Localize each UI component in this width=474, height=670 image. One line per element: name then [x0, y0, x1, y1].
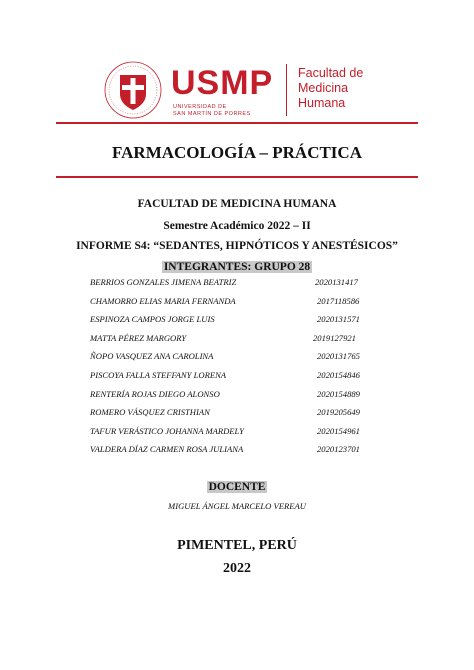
list-item [90, 351, 390, 370]
member-name: CHAMORRO ELIAS MARIA FERNANDA [90, 295, 236, 306]
group-heading [0, 261, 474, 273]
member-name: BERRIOS GONZALES JIMENA BEATRIZ [90, 277, 237, 287]
list-item [90, 277, 390, 296]
semester-line: Semestre Académico 2022 – II [163, 220, 311, 232]
list-item [90, 314, 390, 333]
member-code: 2020154961 [317, 425, 360, 436]
usmp-logo [103, 60, 373, 120]
page-title: FARMACOLOGÍA – PRÁCTICA [112, 143, 362, 162]
bottom-divider [56, 176, 418, 178]
member-code: 2020123701 [317, 444, 360, 455]
member-code: 2017118586 [317, 295, 360, 306]
faculty-logo-line-2: Medicina [298, 81, 349, 95]
member-name: ESPINOZA CAMPOS JORGE LUIS [90, 314, 215, 325]
member-code: 2020131765 [317, 351, 360, 362]
faculty-logo-line-1: Facultad de [298, 66, 364, 80]
member-name: MATTA PÉREZ MARGORY [90, 332, 187, 343]
member-code: 2020154889 [317, 388, 360, 399]
member-code: 2019205649 [317, 407, 360, 418]
member-code: 2020131417 [315, 277, 358, 287]
list-item [90, 370, 390, 389]
group-label: INTEGRANTES: GRUPO 28 [163, 261, 311, 273]
member-name: ÑOPO VASQUEZ ANA CAROLINA [90, 351, 214, 362]
usmp-subtitle-line-1: UNIVERSIDAD DE [173, 104, 227, 110]
list-item [90, 333, 390, 352]
usmp-subtitle-line-2: SAN MARTÍN DE PORRES [173, 111, 251, 117]
member-code: 2019127921 [313, 332, 356, 343]
member-name: PISCOYA FALLA STEFFANY LORENA [90, 369, 227, 380]
usmp-shield-icon [103, 60, 163, 120]
faculty-logo-text [298, 66, 363, 111]
member-name: RENTERÍA ROJAS DIEGO ALONSO [90, 388, 220, 399]
list-item [90, 389, 390, 408]
report-line: INFORME S4: “SEDANTES, HIPNÓTICOS Y ANESTÉSICOS” [76, 240, 398, 252]
top-divider [56, 122, 418, 124]
list-item [90, 426, 390, 445]
usmp-wordmark: USMP [171, 64, 274, 102]
member-name: TAFUR VERÁSTICO JOHANNA MARDELY [90, 425, 244, 436]
list-item [90, 444, 390, 463]
members-list [90, 277, 390, 463]
place: PIMENTEL, PERÚ [177, 538, 297, 553]
logo-divider [286, 64, 287, 116]
member-code: 2020154846 [317, 369, 360, 380]
member-code: 2020131571 [317, 314, 360, 325]
year: 2022 [223, 561, 251, 576]
docente-name: MIGUEL ÁNGEL MARCELO VEREAU [168, 501, 306, 511]
docente-label: DOCENTE [208, 481, 266, 493]
usmp-subtitle [173, 104, 251, 118]
list-item [90, 407, 390, 426]
faculty-line: FACULTAD DE MEDICINA HUMANA [137, 198, 337, 210]
list-item [90, 296, 390, 315]
docente-heading [0, 481, 474, 493]
member-name: VALDERA DÍAZ CARMEN ROSA JULIANA [90, 444, 244, 455]
faculty-logo-line-3: Humana [298, 96, 346, 110]
member-name: ROMERO VÁSQUEZ CRISTHIAN [90, 407, 210, 418]
